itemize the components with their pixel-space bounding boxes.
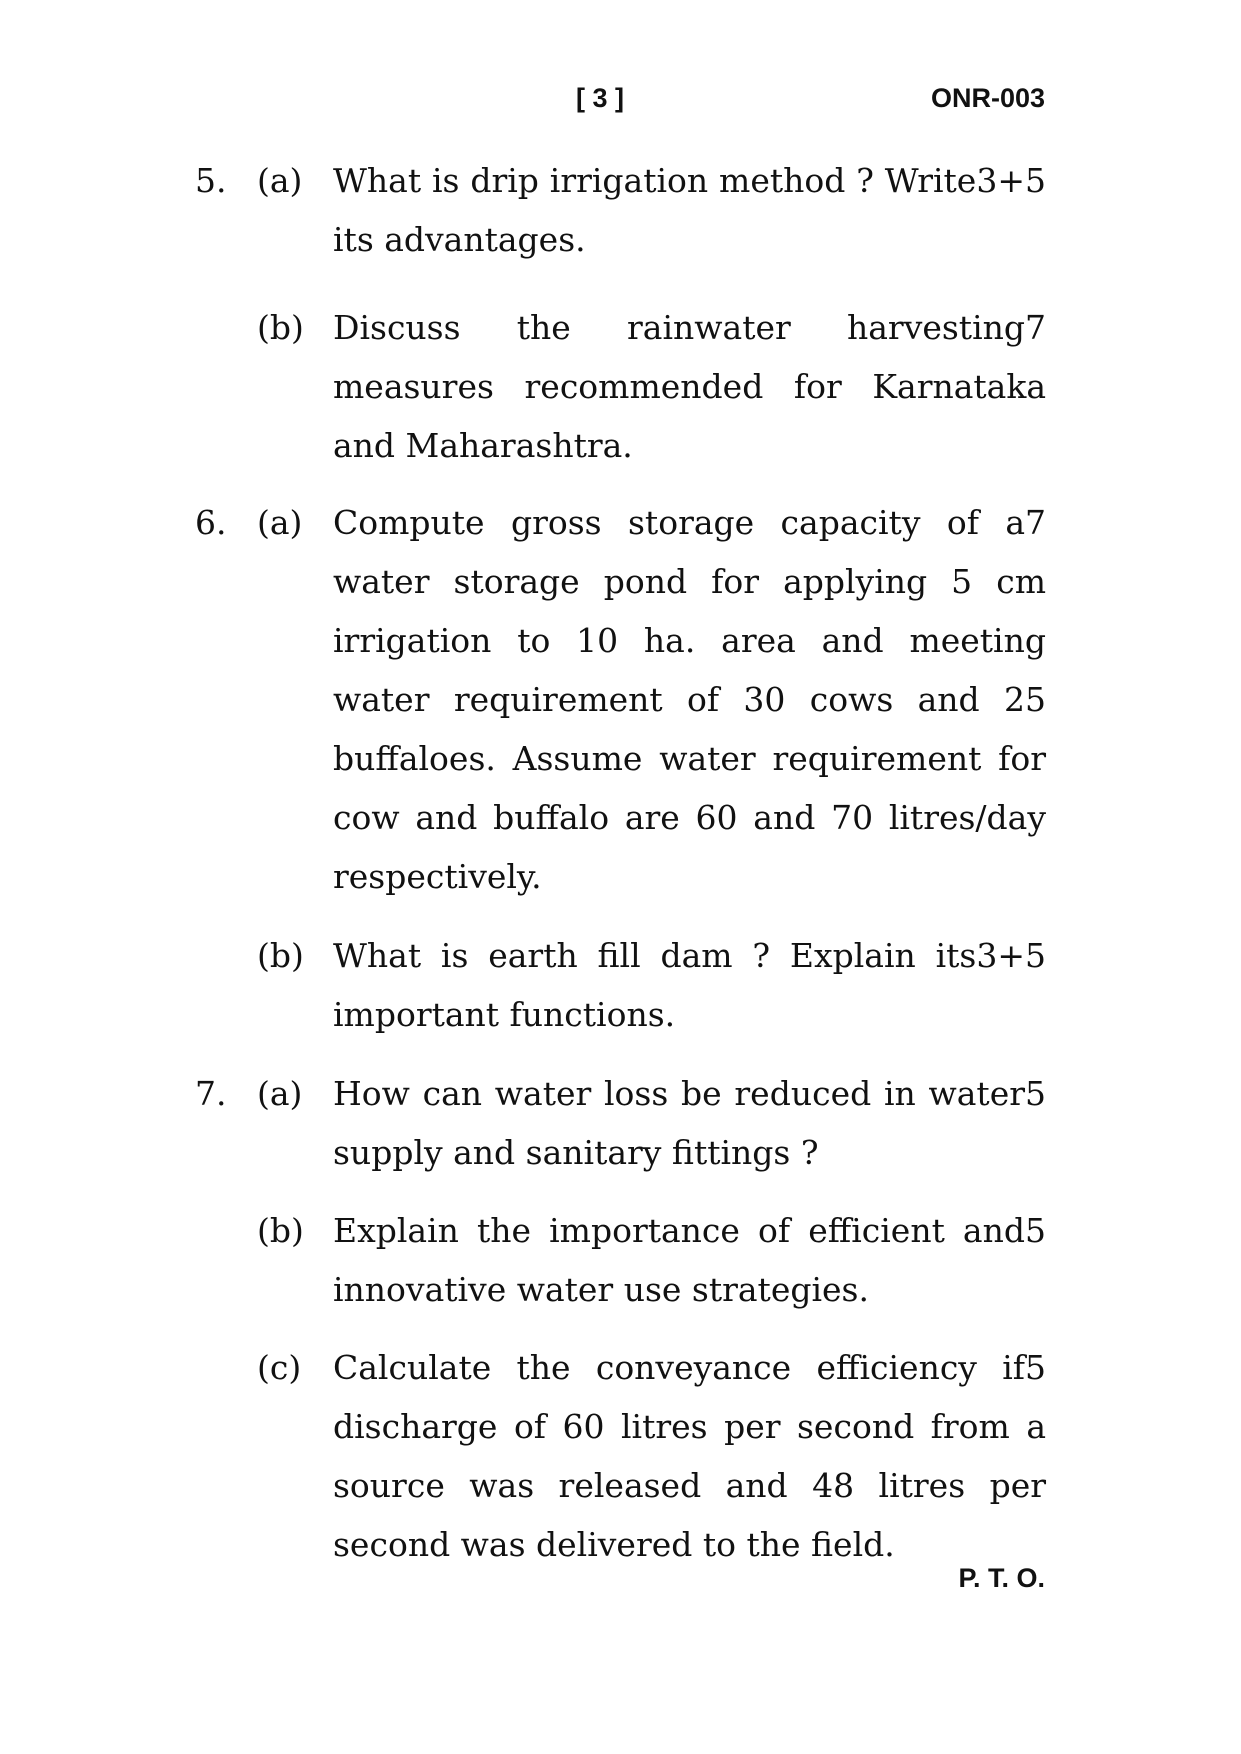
q7-part-b-question: Explain the importance of efficient and innovative water use strategies. — [333, 1211, 1025, 1309]
q7-part-c-marks: 5 — [1025, 1348, 1046, 1387]
q6-part-b-label: (b) — [257, 936, 304, 975]
question-6-number: 6. — [195, 503, 227, 542]
q7-part-b-marks: 5 — [1025, 1211, 1046, 1250]
q6-part-b-question: What is earth fill dam ? Explain its important functions. — [333, 936, 977, 1034]
q5-part-a-label: (a) — [257, 161, 303, 200]
q6-part-a-label: (a) — [257, 503, 303, 542]
q5-part-a-text — [333, 151, 1046, 269]
q5-part-a-question: What is drip irrigation method ? Write its advantages. — [333, 161, 977, 259]
q7-part-c-text — [333, 1338, 1046, 1574]
pto-footer: P. T. O. — [958, 1563, 1045, 1593]
q7-part-a-marks: 5 — [1025, 1074, 1046, 1113]
q5-part-b-text — [333, 298, 1046, 475]
q7-part-c-label: (c) — [257, 1348, 302, 1387]
q7-part-b-label: (b) — [257, 1211, 304, 1250]
question-5-number: 5. — [195, 161, 227, 200]
q6-part-b-text — [333, 926, 1046, 1044]
page-number: [ 3 ] — [575, 83, 624, 113]
q6-part-a-question: Compute gross storage capacity of a water storage pond for applying 5 cm irrigation to 10 ha. area and meeting water requirement of 30 cows and 25 buffaloes. Assume water requirement for cow and buffalo are 60 and 70 litres/day respectively. — [333, 503, 1046, 896]
q7-part-a-question: How can water loss be reduced in water supply and sanitary fittings ? — [333, 1074, 1025, 1172]
paper-code: ONR-003 — [930, 83, 1045, 113]
q7-part-a-label: (a) — [257, 1074, 303, 1113]
q6-part-a-text — [333, 493, 1046, 906]
q7-part-b-text — [333, 1201, 1046, 1319]
q7-part-a-text — [333, 1064, 1046, 1182]
q5-part-b-question: Discuss the rainwater harvesting measures recommended for Karnataka and Maharashtra. — [333, 308, 1046, 465]
q5-part-b-label: (b) — [257, 308, 304, 347]
q5-part-b-marks: 7 — [1025, 308, 1046, 347]
q7-part-c-question: Calculate the conveyance efficiency if discharge of 60 litres per second from a source was released and 48 litres per second was delivered to the field. — [333, 1348, 1046, 1564]
q6-part-b-marks: 3+5 — [976, 936, 1046, 975]
q6-part-a-marks: 7 — [1025, 503, 1046, 542]
q5-part-a-marks: 3+5 — [976, 161, 1046, 200]
question-7-number: 7. — [195, 1074, 227, 1113]
